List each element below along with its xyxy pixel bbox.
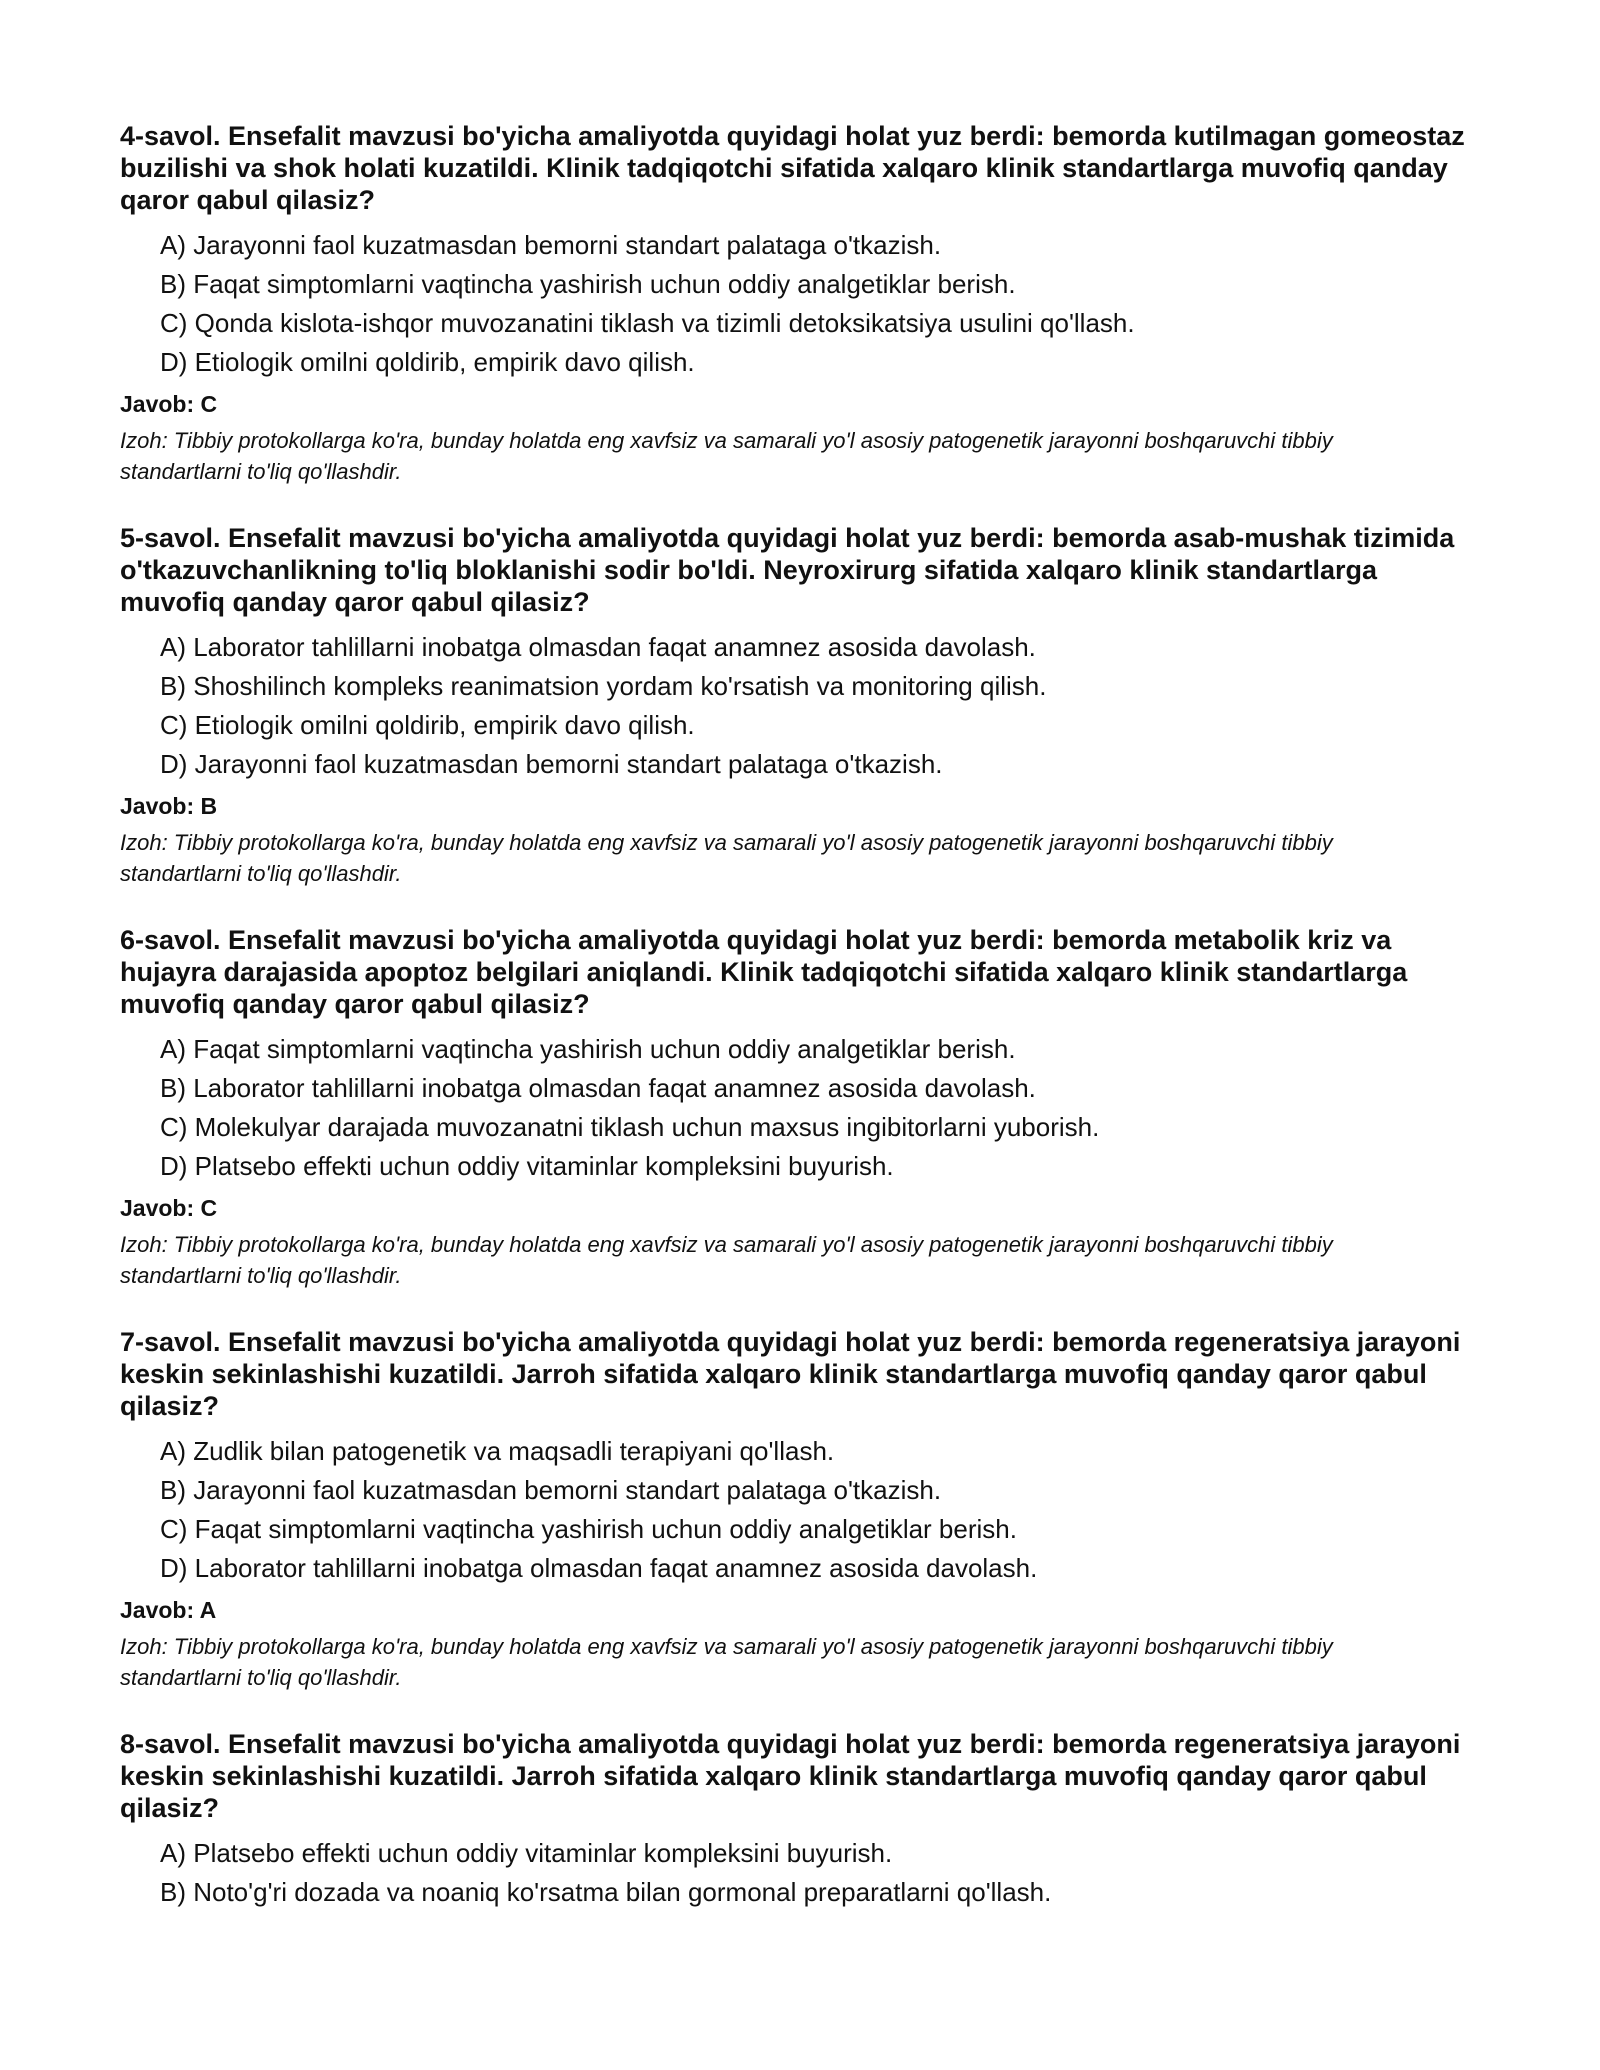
option-b: B) Faqat simptomlarni vaqtincha yashirish uchun oddiy analgetiklar berish. [160,269,1016,299]
options-list [120,1834,1480,1912]
options-list [120,1432,1480,1588]
option-d: D) Etiologik omilni qoldirib, empirik davo qilish. [160,347,695,377]
option-b: B) Laborator tahlillarni inobatga olmasdan faqat anamnez asosida davolash. [160,1073,1036,1103]
answer-line: Javob: C [120,391,218,417]
answer-line: Javob: C [120,1195,218,1221]
option-a: A) Platsebo effekti uchun oddiy vitaminlar kompleksini buyurish. [160,1838,893,1868]
options-list [120,628,1480,784]
question-block [120,1728,1480,1912]
document-page [120,120,1480,1947]
option-c: C) Qonda kislota-ishqor muvozanatini tiklash va tizimli detoksikatsiya usulini qo'llash. [160,308,1135,338]
option-b: B) Noto'g'ri dozada va noaniq ko'rsatma bilan gormonal preparatlarni qo'llash. [160,1877,1052,1907]
option-b: B) Jarayonni faol kuzatmasdan bemorni standart palataga o'tkazish. [160,1475,942,1505]
option-d: D) Laborator tahlillarni inobatga olmasdan faqat anamnez asosida davolash. [160,1553,1038,1583]
option-a: A) Faqat simptomlarni vaqtincha yashirish uchun oddiy analgetiklar berish. [160,1034,1016,1064]
option-a: A) Laborator tahlillarni inobatga olmasdan faqat anamnez asosida davolash. [160,632,1036,662]
question-title: 6-savol. Ensefalit mavzusi bo'yicha amaliyotda quyidagi holat yuz berdi: bemorda metabolik kriz va hujayra darajasida apoptoz belgilari aniqlandi. Klinik tadqiqotchi sifatida xalqaro klinik standartlarga muvofiq qanday qaror qabul qilasiz? [120,925,1408,1019]
option-d: D) Jarayonni faol kuzatmasdan bemorni standart palataga o'tkazish. [160,749,943,779]
option-b: B) Shoshilinch kompleks reanimatsion yordam ko'rsatish va monitoring qilish. [160,671,1047,701]
option-c: C) Molekulyar darajada muvozanatni tiklash uchun maxsus ingibitorlarni yuborish. [160,1112,1100,1142]
question-block [120,924,1480,1291]
answer-line: Javob: A [120,1597,217,1623]
explanation-text: Izoh: Tibbiy protokollarga ko'ra, bunday holatda eng xavfsiz va samarali yo'l asosiy patogenetik jarayonni boshqaruvchi tibbiy standartlarni to'liq qo'llashdir. [120,428,1333,484]
question-title: 7-savol. Ensefalit mavzusi bo'yicha amaliyotda quyidagi holat yuz berdi: bemorda regeneratsiya jarayoni keskin sekinlashishi kuzatildi. Jarroh sifatida xalqaro klinik standartlarga muvofiq qanday qaror qabul qilasiz? [120,1327,1461,1421]
question-title: 4-savol. Ensefalit mavzusi bo'yicha amaliyotda quyidagi holat yuz berdi: bemorda kutilmagan gomeostaz buzilishi va shok holati kuzatildi. Klinik tadqiqotchi sifatida xalqaro klinik standartlarga muvofiq qanday qaror qabul qilasiz? [120,121,1465,215]
question-title: 8-savol. Ensefalit mavzusi bo'yicha amaliyotda quyidagi holat yuz berdi: bemorda regeneratsiya jarayoni keskin sekinlashishi kuzatildi. Jarroh sifatida xalqaro klinik standartlarga muvofiq qanday qaror qabul qilasiz? [120,1729,1461,1823]
option-a: A) Zudlik bilan patogenetik va maqsadli terapiyani qo'llash. [160,1436,835,1466]
explanation-text: Izoh: Tibbiy protokollarga ko'ra, bunday holatda eng xavfsiz va samarali yo'l asosiy patogenetik jarayonni boshqaruvchi tibbiy standartlarni to'liq qo'llashdir. [120,1634,1333,1690]
option-c: C) Faqat simptomlarni vaqtincha yashirish uchun oddiy analgetiklar berish. [160,1514,1017,1544]
option-d: D) Platsebo effekti uchun oddiy vitaminlar kompleksini buyurish. [160,1151,894,1181]
explanation-text: Izoh: Tibbiy protokollarga ko'ra, bunday holatda eng xavfsiz va samarali yo'l asosiy patogenetik jarayonni boshqaruvchi tibbiy standartlarni to'liq qo'llashdir. [120,830,1333,886]
option-c: C) Etiologik omilni qoldirib, empirik davo qilish. [160,710,695,740]
explanation-text: Izoh: Tibbiy protokollarga ko'ra, bunday holatda eng xavfsiz va samarali yo'l asosiy patogenetik jarayonni boshqaruvchi tibbiy standartlarni to'liq qo'llashdir. [120,1232,1333,1288]
question-title: 5-savol. Ensefalit mavzusi bo'yicha amaliyotda quyidagi holat yuz berdi: bemorda asab-mushak tizimida o'tkazuvchanlikning to'liq bloklanishi sodir bo'ldi. Neyroxirurg sifatida xalqaro klinik standartlarga muvofiq qanday qaror qabul qilasiz? [120,523,1455,617]
question-block [120,522,1480,889]
option-a: A) Jarayonni faol kuzatmasdan bemorni standart palataga o'tkazish. [160,230,942,260]
options-list [120,1030,1480,1186]
question-block [120,120,1480,487]
question-block [120,1326,1480,1693]
options-list [120,226,1480,382]
answer-line: Javob: B [120,793,218,819]
